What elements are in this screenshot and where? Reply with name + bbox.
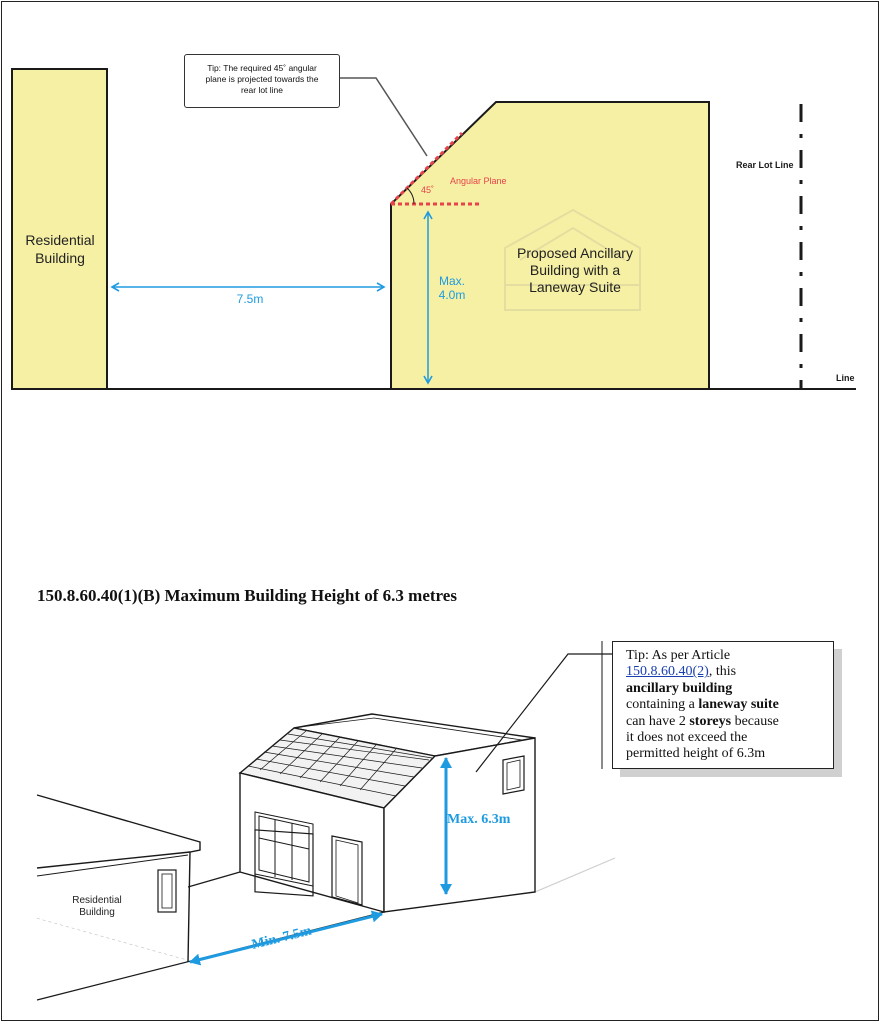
bottom-residential-label-2: Building xyxy=(79,907,115,918)
section-title: 150.8.60.40(1)(B) Maximum Building Height of 6.3 metres xyxy=(37,586,457,605)
tip2-text-can-have: can have 2 xyxy=(626,713,686,729)
min-setback-label: Min. 7.5m xyxy=(250,923,314,953)
height-tip-box xyxy=(612,641,834,769)
article-link[interactable]: 150.8.60.40(2) xyxy=(626,664,709,680)
rear-lot-line-label: Rear Lot Line xyxy=(736,160,794,170)
ground-line-back xyxy=(188,872,240,887)
ground-line-right xyxy=(535,858,615,892)
max-height-label-1: Max. xyxy=(438,274,466,288)
tip1-line-3: rear lot line xyxy=(240,85,284,95)
max-height-6-3-label: Max. 6.3m xyxy=(447,812,511,827)
tip2-text-permitted: permitted height of 6.3m xyxy=(626,746,766,762)
tip2-bold-ancillary: ancillary building xyxy=(626,680,733,696)
angular-plane-label: Angular Plane xyxy=(450,176,507,186)
bottom-residential-label-1: Residential xyxy=(72,895,122,906)
residential-building xyxy=(12,69,107,389)
proposed-building-label-3: Laneway Suite xyxy=(529,279,621,295)
setback-label: 7.5m xyxy=(236,292,264,306)
residential-building-label-2: Building xyxy=(35,250,85,266)
residential-building-label-1: Residential xyxy=(25,232,95,248)
tip2-bold-storeys: storeys xyxy=(689,713,732,729)
line-label: Line xyxy=(836,373,855,383)
tip2-text-because: because xyxy=(734,713,779,729)
residential-building-3d xyxy=(37,795,200,962)
tip2-bold-laneway: laneway suite xyxy=(698,697,779,713)
angular-plane-tip-box xyxy=(184,54,340,108)
tip1-line-2: plane is projected towards the xyxy=(205,74,319,84)
tip2-prefix: Tip: As per Article xyxy=(626,648,731,663)
tip1-line-1: Tip: The required 45˚ angular xyxy=(207,63,317,73)
tip-leader-line xyxy=(340,78,427,156)
tip2-text-exceed: it does not exceed the xyxy=(626,730,748,746)
tip2-after-link: , this xyxy=(708,664,737,680)
tip2-text-containing: containing a xyxy=(626,697,695,713)
angle-label: 45˚ xyxy=(421,185,435,195)
proposed-building-label-1: Proposed Ancillary xyxy=(517,245,633,261)
proposed-building-label-2: Building with a xyxy=(529,262,621,278)
max-height-label-2: 4.0m xyxy=(438,288,466,302)
